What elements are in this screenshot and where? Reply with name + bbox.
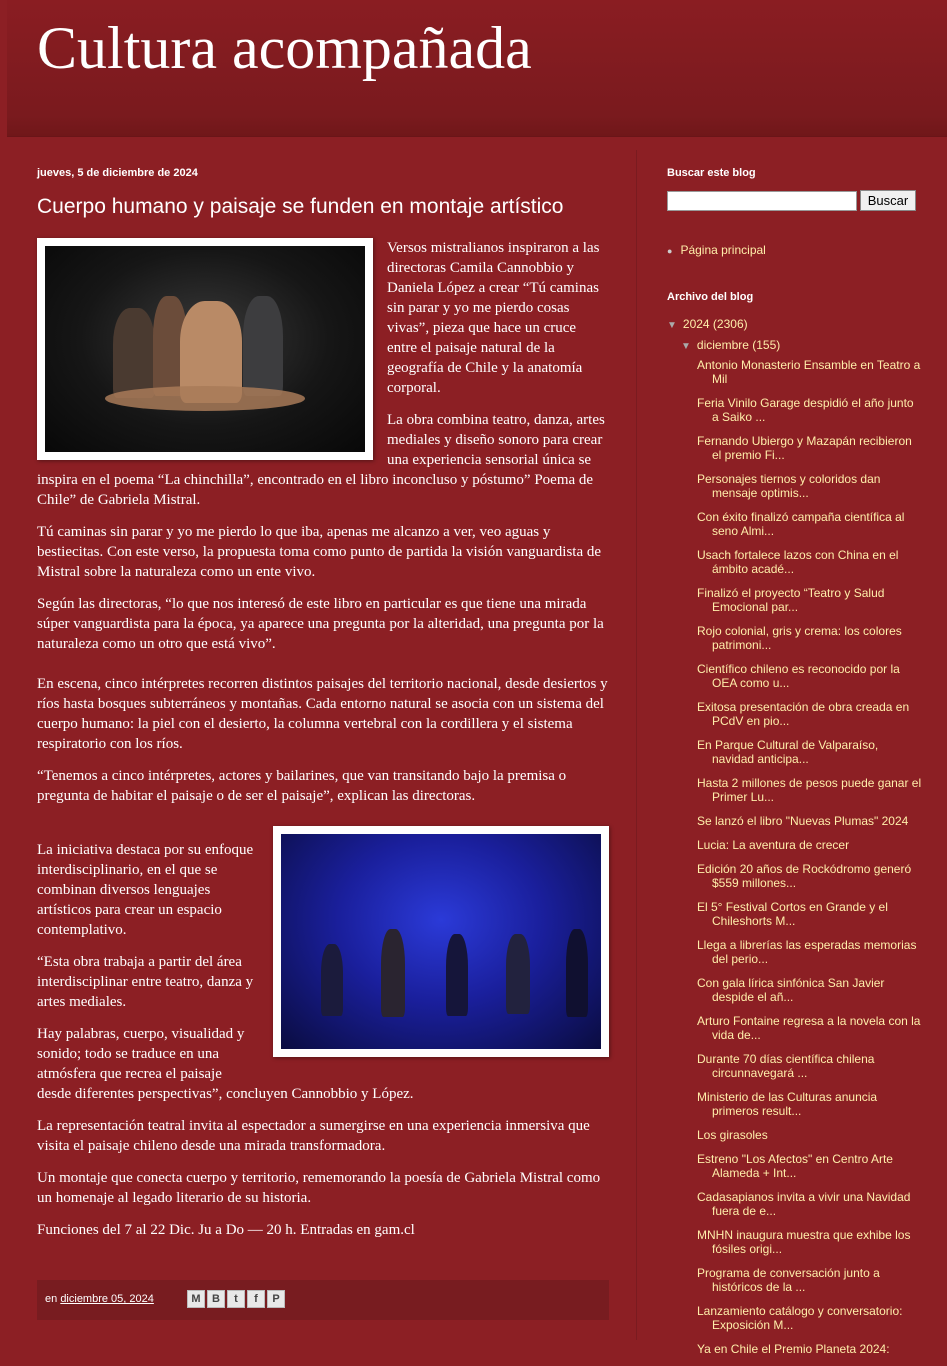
archive-post-link[interactable]: Durante 70 días científica chilena circunnavegará ... bbox=[697, 1052, 875, 1080]
blog-header bbox=[7, 0, 947, 137]
archive-year-2024[interactable] bbox=[667, 317, 748, 331]
post-date: jueves, 5 de diciembre de 2024 bbox=[37, 167, 198, 179]
paragraph: Hay palabras, cuerpo, visualidad y sonido; todo se traduce en una atmósfera que recrea el paisaje desde diferentes perspectivas”, concluyen Cannobbio y López. bbox=[37, 1026, 414, 1102]
archive-post-link[interactable]: Edición 20 años de Rockódromo generó $559 millones... bbox=[697, 862, 912, 890]
archive-post-link[interactable]: Con gala lírica sinfónica San Javier despide el añ... bbox=[697, 976, 885, 1004]
paragraph: La representación teatral invita al espectador a sumergirse en una experiencia inmersiva que visita el paisaje chileno desde una mirada transformadora. bbox=[37, 1118, 590, 1154]
archive-post-link[interactable]: Hasta 2 millones de pesos puede ganar el Primer Lu... bbox=[697, 776, 922, 804]
post-footer-prefix: en bbox=[45, 1293, 58, 1305]
paragraph: Un montaje que conecta cuerpo y territorio, rememorando la poesía de Gabriela Mistral como un homenaje al legado literario de su historia. bbox=[37, 1170, 601, 1206]
paragraph: Funciones del 7 al 22 Dic. Ju a Do — 20 h. Entradas en gam.cl bbox=[37, 1222, 415, 1238]
archive-year-label: 2024 (2306) bbox=[682, 317, 748, 331]
bullet-icon: ● bbox=[667, 246, 673, 256]
paragraph: “Tenemos a cinco intérpretes, actores y bailarines, que van transitando bajo la premisa o pregunta de habitar el paisaje o de ser el paisaje”, explican las directoras. bbox=[37, 768, 567, 804]
pages-item-label: Página principal bbox=[680, 243, 766, 257]
twitter-share-icon[interactable]: t bbox=[227, 1290, 245, 1308]
archive-post-link[interactable]: Fernando Ubiergo y Mazapán recibieron el premio Fi... bbox=[697, 434, 912, 462]
facebook-share-icon[interactable]: f bbox=[247, 1290, 265, 1308]
paragraph: La iniciativa destaca por su enfoque interdisciplinario, en el que se combinan diversos lenguajes artísticos para crear un espacio contemplativo. bbox=[37, 842, 254, 938]
post-image-2[interactable] bbox=[273, 826, 609, 1057]
archive-post-link[interactable]: En Parque Cultural de Valparaíso, navidad anticipa... bbox=[697, 738, 879, 766]
paragraph: La obra combina teatro, danza, artes mediales y diseño sonoro para crear una experiencia sensorial única se inspira en el poema “La chinchilla”, encontrado en el libro inconcluso y póstumo” Poema de Chile” de Gabriela Mistral. bbox=[37, 412, 605, 508]
post-date-link[interactable]: diciembre 05, 2024 bbox=[60, 1293, 154, 1305]
column-divider bbox=[636, 150, 637, 1340]
share-buttons bbox=[187, 1290, 285, 1308]
archive-post-link[interactable]: Rojo colonial, gris y crema: los colores patrimoni... bbox=[697, 624, 902, 652]
archive-post-link[interactable]: Antonio Monasterio Ensamble en Teatro a Mil bbox=[697, 358, 921, 386]
archive-post-link[interactable]: Ministerio de las Culturas anuncia primeros result... bbox=[697, 1090, 878, 1118]
search-input[interactable] bbox=[667, 191, 857, 211]
archive-month-label: diciembre (155) bbox=[696, 338, 781, 352]
blogger-share-icon[interactable]: B bbox=[207, 1290, 225, 1308]
performers-photo bbox=[45, 246, 365, 452]
archive-post-link[interactable]: Ya en Chile el Premio Planeta 2024: bbox=[697, 1342, 890, 1356]
archive-post-link[interactable]: Feria Vinilo Garage despidió el año junto a Saiko ... bbox=[697, 396, 914, 424]
archive-post-link[interactable]: Finalizó el proyecto “Teatro y Salud Emocional par... bbox=[697, 586, 885, 614]
paragraph: Tú caminas sin parar y yo me pierdo lo que iba, apenas me alcanzo a ver, veo aguas y bestiecitas. Con este verso, la propuesta toma como punto de partida la visión vanguardista de Mistral sobre la naturaleza como un ente vivo. bbox=[37, 524, 602, 580]
post-body bbox=[37, 238, 609, 1252]
archive-post-list bbox=[697, 358, 922, 1366]
triangle-down-icon[interactable]: ▼ bbox=[667, 320, 677, 331]
archive-post-link[interactable]: Lanzamiento catálogo y conversatorio: Exposición M... bbox=[697, 1304, 903, 1332]
post-title[interactable]: Cuerpo humano y paisaje se funden en montaje artístico bbox=[37, 195, 564, 218]
paragraph: Según las directoras, “lo que nos interesó de este libro en particular es que tiene una mirada súper vanguardista para la época, ya aparece una pregunta por la alteridad, una pregunta por la naturaleza como un otro que está vivo”. bbox=[37, 596, 604, 652]
email-share-icon[interactable]: M bbox=[187, 1290, 205, 1308]
paragraph: “Esta obra trabaja a partir del área interdisciplinar entre teatro, danza y artes mediales. bbox=[37, 954, 254, 1010]
search-widget-title: Buscar este blog bbox=[667, 167, 756, 179]
archive-post-link[interactable]: Se lanzó el libro "Nuevas Plumas" 2024 bbox=[697, 814, 909, 828]
archive-post-link[interactable]: Científico chileno es reconocido por la OEA como u... bbox=[697, 662, 900, 690]
archive-post-link[interactable]: Estreno "Los Afectos" en Centro Arte Alameda + Int... bbox=[697, 1152, 893, 1180]
archive-post-link[interactable]: Programa de conversación junto a históricos de la ... bbox=[697, 1266, 880, 1294]
post-footer-meta bbox=[45, 1293, 154, 1305]
archive-post-link[interactable]: Arturo Fontaine regresa a la novela con la vida de... bbox=[697, 1014, 921, 1042]
archive-post-link[interactable]: Llega a librerías las esperadas memorias del perio... bbox=[697, 938, 917, 966]
triangle-down-icon[interactable]: ▼ bbox=[681, 341, 691, 352]
archive-month-diciembre[interactable] bbox=[681, 338, 780, 352]
paragraph: En escena, cinco intérpretes recorren distintos paisajes del territorio nacional, desde desiertos y ríos hasta bosques subterráneos y montañas. Cada entorno natural se asocia con un sistema del cuerpo humano: la piel con el desierto, la columna vertebral con la cordillera y el sistema respiratorio con los ríos. bbox=[37, 676, 608, 752]
stage-blue-photo bbox=[281, 834, 601, 1049]
paragraph: Versos mistralianos inspiraron a las directoras Camila Cannobbio y Daniela López a crear “Tú caminas sin parar y yo me pierdo cosas vivas”, pieza que hace un cruce entre el paisaje natural de la geografía de Chile y la anatomía corporal. bbox=[387, 240, 600, 396]
archive-widget-title: Archivo del blog bbox=[667, 291, 754, 303]
archive-post-link[interactable]: Con éxito finalizó campaña científica al seno Almi... bbox=[697, 510, 905, 538]
pages-item-home[interactable] bbox=[667, 243, 766, 257]
archive-post-link[interactable]: Lucia: La aventura de crecer bbox=[697, 838, 850, 852]
search-button[interactable]: Buscar bbox=[860, 190, 916, 211]
archive-post-link[interactable]: Personajes tiernos y coloridos dan mensaje optimis... bbox=[697, 472, 881, 500]
archive-post-link[interactable]: Los girasoles bbox=[697, 1128, 768, 1142]
post-footer bbox=[37, 1280, 609, 1320]
pinterest-share-icon[interactable]: P bbox=[267, 1290, 285, 1308]
post-image-1[interactable] bbox=[37, 238, 373, 460]
archive-post-link[interactable]: El 5° Festival Cortos en Grande y el Chileshorts M... bbox=[697, 900, 888, 928]
archive-post-link[interactable]: Exitosa presentación de obra creada en PCdV en pio... bbox=[697, 700, 910, 728]
archive-post-link[interactable]: Cadasapianos invita a vivir una Navidad fuera de e... bbox=[697, 1190, 911, 1218]
archive-post-link[interactable]: MNHN inaugura muestra que exhibe los fósiles origi... bbox=[697, 1228, 911, 1256]
blog-title[interactable]: Cultura acompañada bbox=[37, 15, 532, 81]
archive-post-link[interactable]: Usach fortalece lazos con China en el ámbito acadé... bbox=[697, 548, 899, 576]
